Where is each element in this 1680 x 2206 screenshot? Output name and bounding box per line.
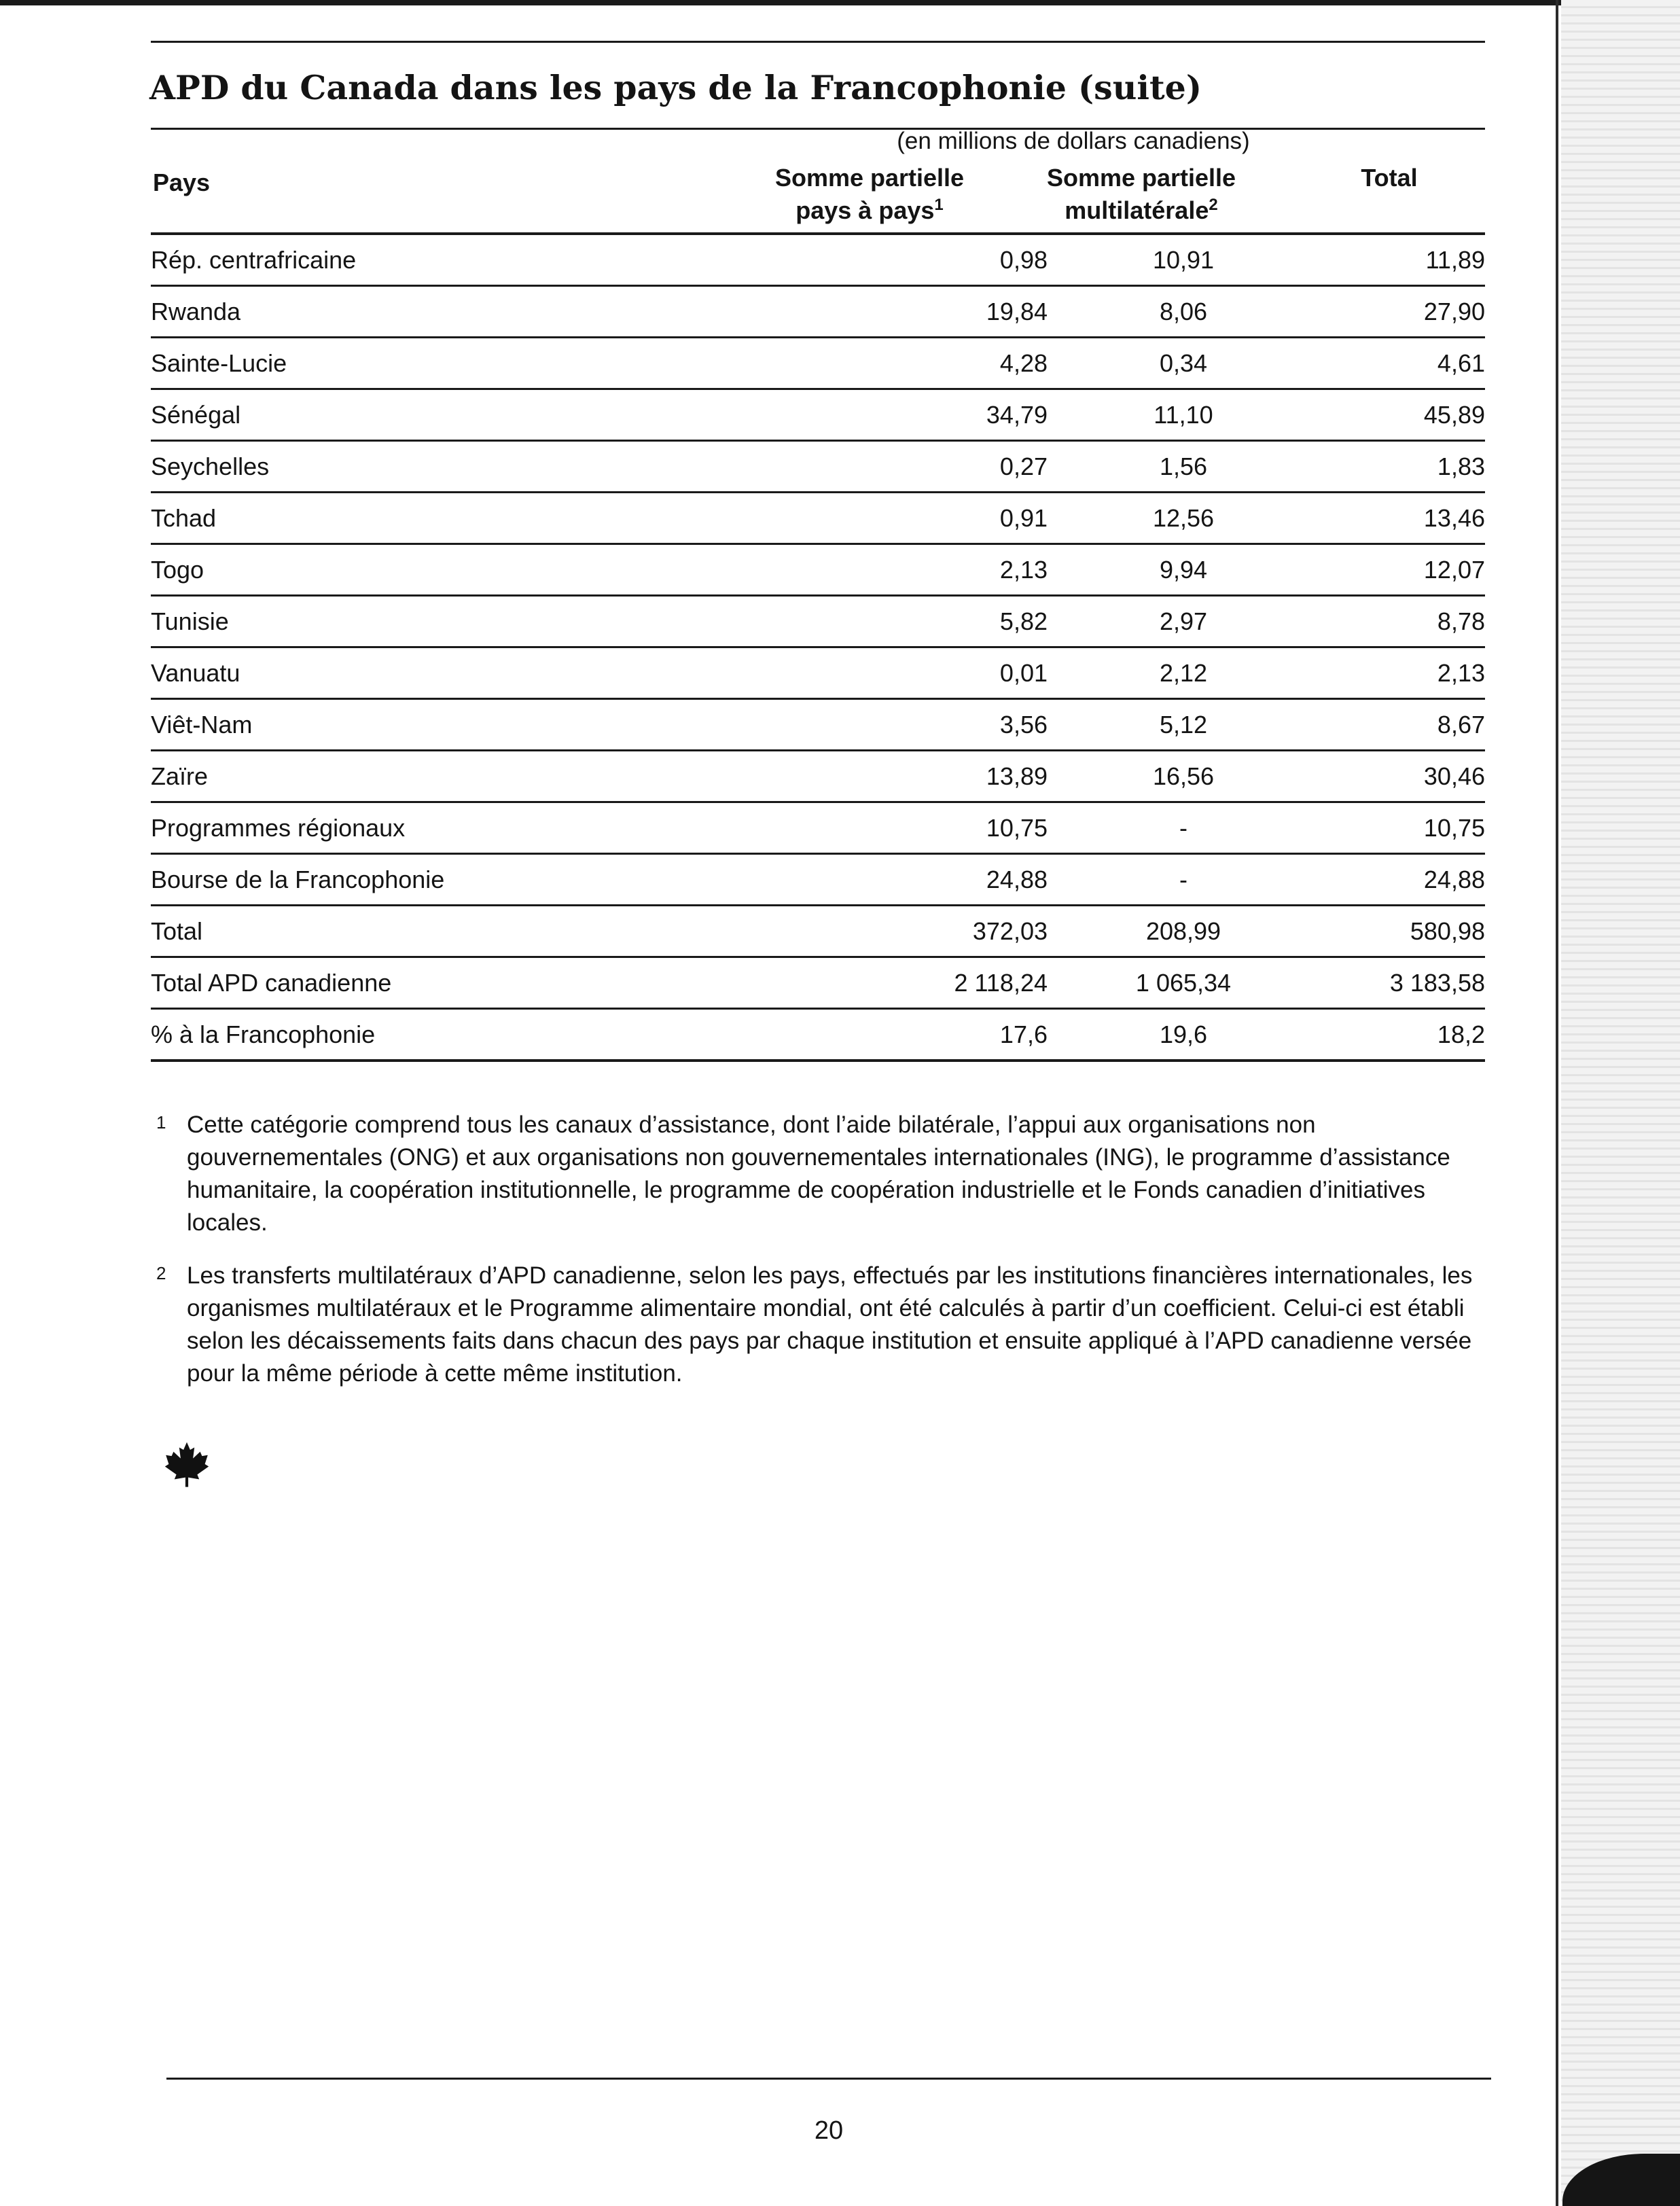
cell-country: Total <box>151 906 762 957</box>
cell-total: 30,46 <box>1319 751 1485 802</box>
cell-country: Rwanda <box>151 286 762 338</box>
table-row <box>151 596 1485 647</box>
cell-total: 10,75 <box>1319 802 1485 854</box>
cell-multilateral: 1,56 <box>1048 441 1319 493</box>
footnotes <box>156 1109 1488 1410</box>
table-row <box>151 286 1485 338</box>
cell-bilateral: 19,84 <box>762 286 1048 338</box>
table-row <box>151 493 1485 544</box>
cell-total: 13,46 <box>1319 493 1485 544</box>
cell-bilateral: 2 118,24 <box>762 957 1048 1009</box>
table-row <box>151 802 1485 854</box>
maple-leaf-icon <box>163 1440 211 1488</box>
cell-multilateral: 208,99 <box>1048 906 1319 957</box>
cell-total: 3 183,58 <box>1319 957 1485 1009</box>
column-header-bilateral-line2 <box>734 194 1005 227</box>
cell-total: 1,83 <box>1319 441 1485 493</box>
table-row <box>151 854 1485 906</box>
cell-bilateral: 34,79 <box>762 389 1048 441</box>
cell-multilateral: 12,56 <box>1048 493 1319 544</box>
footnote-number: 1 <box>156 1112 166 1133</box>
cell-total: 8,67 <box>1319 699 1485 751</box>
column-header-bilateral-line1: Somme partielle <box>774 164 965 192</box>
cell-total: 2,13 <box>1319 647 1485 699</box>
cell-multilateral: 9,94 <box>1048 544 1319 596</box>
cell-multilateral: 10,91 <box>1048 235 1319 286</box>
cell-country: Vanuatu <box>151 647 762 699</box>
page-title: APD du Canada dans les pays de la Francophonie (suite) <box>149 68 1202 107</box>
table-row <box>151 957 1485 1009</box>
cell-country: Sainte-Lucie <box>151 338 762 389</box>
cell-bilateral: 24,88 <box>762 854 1048 906</box>
cell-total: 24,88 <box>1319 854 1485 906</box>
table-row <box>151 441 1485 493</box>
scan-top-edge <box>0 0 1680 5</box>
column-header-multilateral-line2 <box>1005 194 1277 227</box>
cell-country: Rép. centrafricaine <box>151 235 762 286</box>
cell-total: 45,89 <box>1319 389 1485 441</box>
cell-bilateral: 13,89 <box>762 751 1048 802</box>
footnote-2 <box>156 1260 1488 1390</box>
column-header-multilateral-line1: Somme partielle <box>1046 164 1236 192</box>
cell-total: 8,78 <box>1319 596 1485 647</box>
cell-multilateral: 19,6 <box>1048 1009 1319 1061</box>
table-row <box>151 389 1485 441</box>
cell-country: Tunisie <box>151 596 762 647</box>
cell-bilateral: 0,27 <box>762 441 1048 493</box>
footnote-text: Les transferts multilatéraux d’APD canadienne, selon les pays, effectués par les institutions financières internationales, les organismes multilatéraux et le Programme alimentaire mondial, ont été calculés à partir d’un coefficient. Celui-ci est établi selon les décaissements faits dans chacun des pays par chaque institution et ensuite appliqué à l’APD canadienne versée pour la même période à cette même institution. <box>187 1262 1473 1387</box>
table-row <box>151 647 1485 699</box>
cell-country: Total APD canadienne <box>151 957 762 1009</box>
cell-bilateral: 5,82 <box>762 596 1048 647</box>
cell-bilateral: 4,28 <box>762 338 1048 389</box>
cell-total: 580,98 <box>1319 906 1485 957</box>
column-header-bilateral <box>734 162 1005 227</box>
cell-total: 11,89 <box>1319 235 1485 286</box>
cell-total: 18,2 <box>1319 1009 1485 1061</box>
data-table <box>151 235 1485 1062</box>
cell-bilateral: 10,75 <box>762 802 1048 854</box>
cell-bilateral: 17,6 <box>762 1009 1048 1061</box>
cell-multilateral: - <box>1048 802 1319 854</box>
cell-multilateral: 5,12 <box>1048 699 1319 751</box>
data-table-body <box>151 235 1485 1061</box>
cell-country: Seychelles <box>151 441 762 493</box>
cell-total: 27,90 <box>1319 286 1485 338</box>
cell-country: Viêt-Nam <box>151 699 762 751</box>
column-header-multilateral-label: multilatérale <box>1065 196 1209 224</box>
cell-bilateral: 3,56 <box>762 699 1048 751</box>
column-header-bilateral-label: pays à pays <box>796 196 935 224</box>
page-number: 20 <box>814 2116 844 2145</box>
cell-bilateral: 2,13 <box>762 544 1048 596</box>
cell-multilateral: 0,34 <box>1048 338 1319 389</box>
cell-country: Bourse de la Francophonie <box>151 854 762 906</box>
cell-bilateral: 0,98 <box>762 235 1048 286</box>
table-row <box>151 544 1485 596</box>
footnote-1 <box>156 1109 1488 1239</box>
cell-total: 12,07 <box>1319 544 1485 596</box>
table-row <box>151 751 1485 802</box>
cell-multilateral: - <box>1048 854 1319 906</box>
cell-country: Togo <box>151 544 762 596</box>
cell-multilateral: 1 065,34 <box>1048 957 1319 1009</box>
cell-country: Programmes régionaux <box>151 802 762 854</box>
table-row <box>151 906 1485 957</box>
cell-country: % à la Francophonie <box>151 1009 762 1061</box>
footnote-text: Cette catégorie comprend tous les canaux d’assistance, dont l’aide bilatérale, l’appui aux organisations non gouvernementales (ONG) et aux organisations non gouvernementales internationales (ING), le programme d’assistance humanitaire, la coopération institutionnelle, le programme de coopération industrielle et le Fonds canadien d’initiatives locales. <box>187 1111 1450 1236</box>
footnote-ref-1: 1 <box>934 196 944 214</box>
cell-multilateral: 2,12 <box>1048 647 1319 699</box>
table-row <box>151 1009 1485 1061</box>
cell-country: Tchad <box>151 493 762 544</box>
column-header-multilateral <box>1005 162 1277 227</box>
cell-multilateral: 2,97 <box>1048 596 1319 647</box>
cell-multilateral: 8,06 <box>1048 286 1319 338</box>
cell-bilateral: 372,03 <box>762 906 1048 957</box>
cell-total: 4,61 <box>1319 338 1485 389</box>
top-rule <box>151 41 1485 43</box>
column-header-country: Pays <box>153 168 211 196</box>
footer-rule <box>166 2078 1491 2080</box>
footnote-ref-2: 2 <box>1209 196 1218 214</box>
scan-binding-line <box>1556 0 1558 2206</box>
column-header-total: Total <box>1361 164 1418 192</box>
footnote-number: 2 <box>156 1263 166 1283</box>
table-row <box>151 699 1485 751</box>
table-row <box>151 235 1485 286</box>
cell-country: Zaïre <box>151 751 762 802</box>
cell-bilateral: 0,91 <box>762 493 1048 544</box>
cell-multilateral: 16,56 <box>1048 751 1319 802</box>
scan-binding-strip <box>1561 0 1680 2206</box>
unit-note: (en millions de dollars canadiens) <box>897 128 1250 154</box>
cell-country: Sénégal <box>151 389 762 441</box>
cell-bilateral: 0,01 <box>762 647 1048 699</box>
cell-multilateral: 11,10 <box>1048 389 1319 441</box>
table-row <box>151 338 1485 389</box>
